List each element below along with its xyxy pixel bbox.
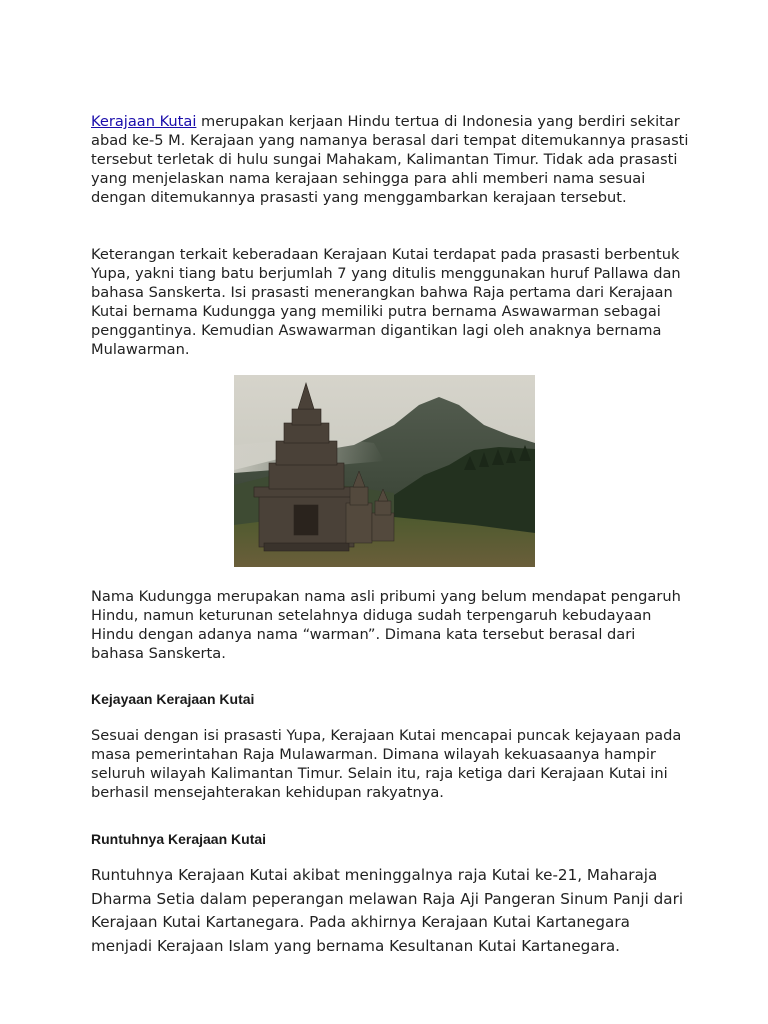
kejayaan-paragraph: Sesuai dengan isi prasasti Yupa, Kerajaan Kutai mencapai puncak kejayaan pada masa pemerintahan Raja Mulawarman. Dimana wilayah kekuasaanya hampir seluruh wilayah Kalimantan Timur. Selain itu, raja ketiga dari Kerajaan Kutai ini berhasil mensejahterakan kehidupan rakyatnya. xyxy=(91,727,682,801)
runtuhnya-heading: Runtuhnya Kerajaan Kutai xyxy=(91,831,267,847)
intro-paragraph xyxy=(91,112,691,207)
kudungga-paragraph: Nama Kudungga merupakan nama asli pribumi yang belum mendapat pengaruh Hindu, namun keturunan setelahnya diduga sudah terpengaruh kebudayaan Hindu dengan adanya nama “warman”. Dimana kata tersebut berasal dari bahasa Sanskerta. xyxy=(91,588,681,662)
kejayaan-heading: Kejayaan Kerajaan Kutai xyxy=(91,691,255,707)
yupa-paragraph: Keterangan terkait keberadaan Kerajaan Kutai terdapat pada prasasti berbentuk Yupa, yakni tiang batu berjumlah 7 yang ditulis menggunakan huruf Pallawa dan bahasa Sanskerta. Isi prasasti menerangkan bahwa Raja pertama dari Kerajaan Kutai bernama Kudungga yang memiliki putra bernama Aswawarman sebagai penggantinya. Kemudian Aswawarman digantikan lagi oleh anaknya bernama Mulawarman. xyxy=(91,246,681,358)
intro-text: merupakan kerjaan Hindu tertua di Indonesia yang berdiri sekitar abad ke-5 M. Kerajaan yang namanya berasal dari tempat ditemukannya prasasti tersebut terletak di hulu sungai Mahakam, Kalimantan Timur. Tidak ada prasasti yang menjelaskan nama kerajaan sehingga para ahli memberi nama sesuai dengan ditemukannya prasasti yang menggambarkan kerajaan tersebut. xyxy=(91,113,689,206)
temple-photo xyxy=(234,375,535,567)
runtuhnya-paragraph: Runtuhnya Kerajaan Kutai akibat meninggalnya raja Kutai ke-21, Maharaja Dharma Setia dalam peperangan melawan Raja Aji Pangeran Sinum Panji dari Kerajaan Kutai Kartanegara. Pada akhirnya Kerajaan Kutai Kartanegara menjadi Kerajaan Islam yang bernama Kesultanan Kutai Kartanegara. xyxy=(91,866,684,955)
kerajaan-kutai-link[interactable]: Kerajaan Kutai xyxy=(91,113,197,130)
